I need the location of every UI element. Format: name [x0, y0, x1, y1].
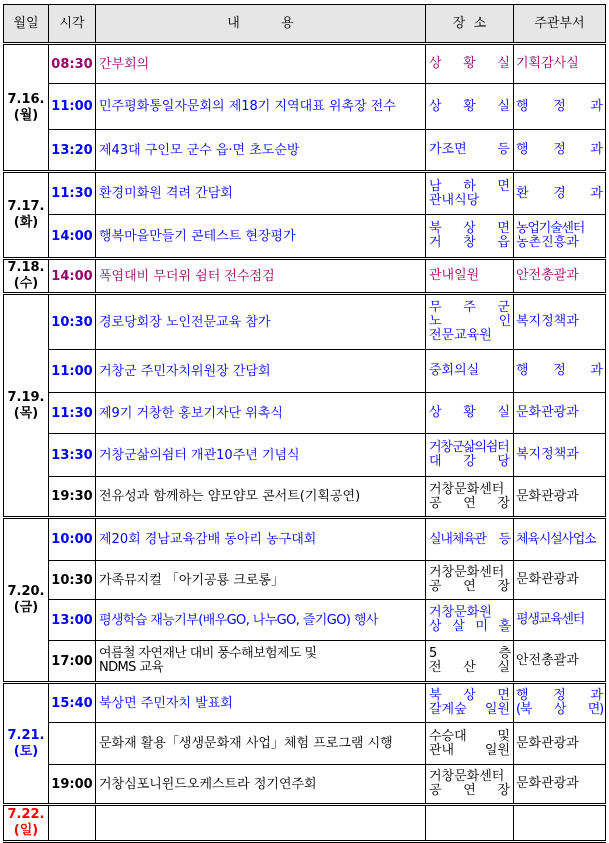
time-cell: 14:00 — [49, 259, 96, 294]
dept-cell — [514, 765, 606, 805]
place-cell — [426, 518, 514, 561]
dept-line: 안전총괄과 — [516, 268, 579, 283]
day-weekday: (일) — [13, 823, 39, 838]
day-weekday: (월) — [13, 107, 39, 123]
place-cell — [426, 805, 514, 842]
time-cell: 19:30 — [49, 477, 96, 518]
content-cell: 행복마을만들기 콘테스트 현장평가 — [96, 215, 426, 259]
dept-line: 기획감사실 — [516, 56, 579, 71]
dept-line: 행 정 과 — [516, 688, 603, 703]
schedule-table — [3, 4, 606, 843]
time-cell: 15:40 — [49, 683, 96, 723]
schedule-row — [4, 259, 606, 294]
place-cell — [426, 172, 514, 215]
place-line: 노 인 — [429, 314, 510, 329]
dept-line: 농촌진흥과 — [516, 235, 579, 250]
place-line: 상 황 실 — [429, 405, 510, 420]
place-line: 대 강 당 — [429, 454, 510, 469]
content-cell: 전유성과 함께하는 얌모얌모 콘서트(기획공연) — [96, 477, 426, 518]
schedule-row — [4, 44, 606, 84]
time-cell: 19:00 — [49, 765, 96, 805]
time-cell: 08:30 — [49, 44, 96, 84]
time-cell — [49, 805, 96, 842]
place-cell — [426, 600, 514, 641]
place-line: 상 황 실 — [429, 56, 510, 71]
dept-cell — [514, 172, 606, 215]
dept-line: 문화관광과 — [516, 735, 579, 751]
place-cell — [426, 723, 514, 765]
content-cell: 여름철 자연재난 대비 풍수해보험제도 및 NDMS 교육 — [96, 641, 426, 683]
time-cell: 10:30 — [49, 294, 96, 350]
dept-cell — [514, 84, 606, 130]
place-line: 상 살 미 홀 — [429, 619, 510, 634]
dept-cell — [514, 130, 606, 172]
dept-cell — [514, 215, 606, 259]
schedule-row — [4, 561, 606, 600]
place-line: 수승대 및 — [429, 728, 510, 744]
dept-line: (북 상 면) — [516, 702, 603, 717]
schedule-row — [4, 172, 606, 215]
place-line: 거창문화원 — [429, 605, 492, 620]
time-cell: 17:00 — [49, 641, 96, 683]
dept-cell — [514, 683, 606, 723]
dept-line: 복지정책과 — [516, 314, 579, 329]
place-cell — [426, 294, 514, 350]
place-cell — [426, 434, 514, 477]
day-date: 7.16. — [7, 91, 45, 107]
time-cell: 11:00 — [49, 84, 96, 130]
day-weekday: (목) — [13, 405, 39, 421]
day-date: 7.21. — [7, 727, 45, 743]
dept-cell — [514, 805, 606, 842]
place-line: 거창문화센터 — [429, 565, 505, 580]
time-cell: 11:30 — [49, 393, 96, 434]
schedule-row — [4, 393, 606, 434]
dept-line: 농업기술센터 — [516, 221, 585, 236]
content-cell: 제43대 구인모 군수 읍·면 초도순방 — [96, 130, 426, 172]
place-cell — [426, 44, 514, 84]
place-cell — [426, 683, 514, 723]
header-place: 장 소 — [426, 5, 514, 44]
day-cell — [4, 805, 49, 842]
content-cell: 평생학습 재능기부(배우GO, 나누GO, 즐기GO) 행사 — [96, 600, 426, 641]
content-cell: 제9기 거창한 홍보기자단 위촉식 — [96, 393, 426, 434]
header-dept: 주관부서 — [514, 5, 606, 44]
schedule-row — [4, 477, 606, 518]
content-cell: 거창군 주민자치위원장 간담회 — [96, 350, 426, 393]
dept-cell — [514, 561, 606, 600]
header-content: 내 용 — [96, 5, 426, 44]
schedule-row — [4, 683, 606, 723]
place-cell — [426, 477, 514, 518]
place-cell — [426, 259, 514, 294]
place-line: 전문교육원 — [429, 328, 492, 343]
schedule-row — [4, 434, 606, 477]
day-cell — [4, 172, 49, 259]
time-cell — [49, 723, 96, 765]
schedule-row — [4, 130, 606, 172]
day-date: 7.20. — [7, 584, 45, 599]
day-cell — [4, 683, 49, 805]
place-line: 중회의실 — [429, 363, 480, 378]
day-weekday: (수) — [13, 276, 39, 291]
dept-line: 행 정 과 — [516, 98, 603, 114]
schedule-row — [4, 723, 606, 765]
day-date: 7.19. — [7, 389, 45, 405]
place-line: 전 산 실 — [429, 660, 510, 675]
day-date: 7.17. — [7, 199, 45, 214]
dept-line: 체육시설사업소 — [516, 531, 596, 547]
dept-line: 평생교육센터 — [516, 612, 585, 627]
time-cell: 11:00 — [49, 350, 96, 393]
place-line: 북 상 면 — [429, 688, 510, 703]
day-weekday: (토) — [13, 743, 39, 759]
day-cell — [4, 259, 49, 294]
content-cell: 경로당회장 노인전문교육 참가 — [96, 294, 426, 350]
content-cell: 북상면 주민자치 발표회 — [96, 683, 426, 723]
place-line: 가조면 등 — [429, 142, 510, 157]
place-cell — [426, 350, 514, 393]
time-cell: 13:20 — [49, 130, 96, 172]
dept-line: 복지정책과 — [516, 447, 579, 462]
dept-line: 행 정 과 — [516, 363, 603, 378]
time-cell: 10:30 — [49, 561, 96, 600]
place-line: 공 연 장 — [429, 579, 510, 594]
place-line: 무 주 군 — [429, 300, 510, 315]
place-line: 공 연 장 — [429, 783, 510, 798]
time-cell: 10:00 — [49, 518, 96, 561]
schedule-row — [4, 518, 606, 561]
content-cell: 환경미화원 격려 간담회 — [96, 172, 426, 215]
dept-cell — [514, 434, 606, 477]
header-day: 월일 — [4, 5, 49, 44]
time-cell: 13:00 — [49, 600, 96, 641]
content-cell: 제20회 경남교육감배 동아리 농구대회 — [96, 518, 426, 561]
dept-line: 환 경 과 — [516, 185, 603, 201]
dept-line: 문화관광과 — [516, 488, 579, 504]
place-line: 관내일원 — [429, 268, 480, 283]
dept-cell — [514, 44, 606, 84]
time-cell: 13:30 — [49, 434, 96, 477]
schedule-row — [4, 294, 606, 350]
place-line: 거창군삶의쉼터 — [429, 440, 509, 455]
dept-line: 문화관광과 — [516, 405, 579, 420]
place-line: 상 황 실 — [429, 98, 510, 114]
place-line: 관내식당 — [429, 192, 480, 208]
day-cell — [4, 294, 49, 518]
place-cell — [426, 641, 514, 683]
schedule-row — [4, 84, 606, 130]
dept-cell — [514, 393, 606, 434]
content-cell: 거창심포니윈드오케스트라 정기연주회 — [96, 765, 426, 805]
place-cell — [426, 215, 514, 259]
place-cell — [426, 561, 514, 600]
dept-cell — [514, 723, 606, 765]
dept-cell — [514, 259, 606, 294]
place-line: 갈계숲 일원 — [429, 702, 510, 717]
day-weekday: (화) — [13, 215, 39, 230]
place-line: 북 상 면 — [429, 221, 510, 236]
content-cell: 민주평화통일자문회의 제18기 지역대표 위촉장 전수 — [96, 84, 426, 130]
time-cell: 14:00 — [49, 215, 96, 259]
dept-cell — [514, 600, 606, 641]
place-line: 관내 일원 — [429, 742, 510, 758]
schedule-row — [4, 765, 606, 805]
place-line: 남 하 면 — [429, 178, 510, 194]
dept-line: 행 정 과 — [516, 142, 603, 157]
place-cell — [426, 393, 514, 434]
place-line: 공 연 장 — [429, 495, 510, 511]
place-cell — [426, 84, 514, 130]
place-cell — [426, 130, 514, 172]
dept-line: 문화관광과 — [516, 572, 579, 587]
content-cell — [96, 805, 426, 842]
schedule-row — [4, 600, 606, 641]
content-cell: 간부회의 — [96, 44, 426, 84]
place-line: 거창문화센터 — [429, 481, 505, 497]
dept-cell — [514, 641, 606, 683]
schedule-body — [4, 44, 606, 842]
content-cell: 가족뮤지컬 「아기공룡 크로롱」 — [96, 561, 426, 600]
schedule-row — [4, 641, 606, 683]
dept-line: 문화관광과 — [516, 776, 579, 791]
schedule-row — [4, 805, 606, 842]
dept-cell — [514, 518, 606, 561]
place-line: 실내체육관 등 — [429, 531, 510, 547]
place-line: 거창문화센터 — [429, 769, 505, 784]
schedule-row — [4, 215, 606, 259]
day-cell — [4, 518, 49, 683]
day-date: 7.18. — [7, 260, 45, 275]
content-cell: 문화재 활용「생생문화재 사업」체험 프로그램 시행 — [96, 723, 426, 765]
dept-line: 안전총괄과 — [516, 653, 579, 668]
place-cell — [426, 765, 514, 805]
day-weekday: (금) — [13, 600, 39, 615]
schedule-row — [4, 350, 606, 393]
header-time: 시각 — [49, 5, 96, 44]
content-cell: 거창군삶의쉼터 개관10주년 기념식 — [96, 434, 426, 477]
time-cell: 11:30 — [49, 172, 96, 215]
place-line: 거 창 읍 — [429, 235, 510, 250]
header-row — [4, 5, 606, 44]
day-date: 7.22. — [7, 807, 45, 822]
dept-cell — [514, 477, 606, 518]
day-cell — [4, 44, 49, 172]
content-cell: 폭염대비 무더위 쉼터 전수점검 — [96, 259, 426, 294]
dept-cell — [514, 350, 606, 393]
place-line: 5 층 — [429, 646, 510, 661]
dept-cell — [514, 294, 606, 350]
